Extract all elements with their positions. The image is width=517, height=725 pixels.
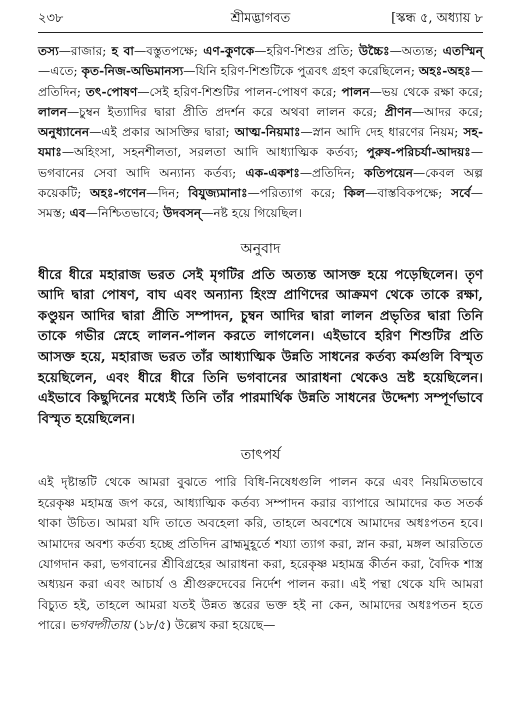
synonym-term: এক-একশঃ [245,165,300,180]
synonym-meaning: —চুম্বন ইত্যাদির দ্বারা প্রীতি প্রদর্শন করে অথবা লালন করে; [66,104,385,119]
synonym-term: উচ্চৈঃ [358,44,390,58]
chapter-reference: [স্কন্ধ ৫, অধ্যায় ৮ [391,11,483,26]
synonym-meaning: —বাস্তবিকপক্ষে; [365,186,452,201]
synonym-term: হ বা [111,44,134,58]
synonym-meaning: —অত্যন্ত; [389,44,443,58]
purport-scripture-reference: ভগবদ্গীতায় [69,618,130,633]
synonym-meaning: —আদর করে; [411,104,483,119]
synonym-meaning: —নষ্ট হয়ে গিয়েছিল। [201,206,303,221]
synonym-term: প্রীণন [384,104,412,119]
synonym-term: লালন [38,104,67,119]
synonym-meaning: —প্রতিদিন; [38,64,483,99]
synonym-term: অনুধ্যানেন [38,125,90,140]
synonym-term: অহঃ-অহঃ [418,64,471,79]
synonym-meaning: —পরিত্যাগ করে; [247,186,345,201]
synonym-meaning: —এই প্রকার আসক্তির দ্বারা; [89,125,235,140]
synonym-meaning: —ভগবানের সেবা আদি অন্যান্য কর্তব্য; [38,145,483,180]
translation-paragraph: ধীরে ধীরে মহারাজ ভরত সেই মৃগটির প্রতি অত্যন্ত আসক্ত হয়ে পড়েছিলেন। তৃণ আদি দ্বারা পোষণ, বাঘ এবং অন্যান্য হিংস্র প্রাণিদের আক্রমণ থেকে তাকে রক্ষা, কণ্ডুয়ন আদির দ্বারা প্রীতি সম্পাদন, চুম্বন আদির দ্বারা লালন প্রভৃতির দ্বারা তিনি তাকে গভীর স্নেহে লালন-পালন করতে লাগলেন। এইভাবে হরিণ শিশুটির প্রতি আসক্ত হয়ে, মহারাজ ভরত তাঁর আধ্যাত্মিক উন্নতি সাধনের কর্তব্য কর্মগুলি বিস্মৃত হয়েছিলেন, এবং ধীরে ধীরে তিনি ভগবানের আরাধনা থেকেও ভ্রষ্ট হয়েছিলেন। এইভাবে কিছুদিনের মধ্যেই তিনি তাঁর পারমার্থিক উন্নতি সাধনের উদ্দেশ্য সম্পূর্ণভাবে বিস্মৃত হয়েছিলেন। [38,267,483,427]
synonyms-paragraph [38,41,483,224]
synonym-term: সর্বে [451,186,471,201]
synonym-meaning: —দিন; [146,186,189,201]
synonym-meaning: —সমস্ত; [38,186,483,221]
synonym-term: তৎ-পোষণ [85,84,138,99]
synonym-meaning: —যিনি হরিণ-শিশুটিকে পুত্রবৎ গ্রহণ করেছিলেন; [183,64,419,79]
header-divider [38,32,483,33]
purport-body: এই দৃষ্টান্তটি থেকে আমরা বুঝতে পারি বিধি-নিষেধগুলি পালন করে এবং নিয়মিতভাবে হরেকৃষ্ণ মহামন্ত্র জপ করে, আধ্যাত্মিক কর্তব্য সম্পাদন করার ব্যাপারে আমাদের কত সতর্ক থাকা উচিত। আমরা যদি তাতে অবহেলা করি, তাহলে অবশেষে আমাদের অধঃপতন হবে। আমাদের অবশ্য কর্তব্য হচ্ছে প্রতিদিন ব্রাহ্মমুহূর্তে শয্যা ত্যাগ করা, স্নান করা, মঙ্গল আরতিতে যোগদান করা, ভগবানের শ্রীবিগ্রহের আরাধনা করা, হরেকৃষ্ণ মহামন্ত্র কীর্তন করা, বৈদিক শাস্ত্র অধ্যয়ন করা এবং আচার্য ও শ্রীগুরুদেবের নির্দেশ পালন করা। এই পন্থা থেকে যদি আমরা বিচ্যুত হই, তাহলে আমরা যতই উন্নত স্তরের ভক্ত হই না কেন, আমাদের অধঃপতন হতে পারে। [38,475,483,633]
translation-heading: অনুবাদ [240,240,281,257]
synonym-meaning: —স্নান আদি দেহ ধারণের নিয়ম; [300,125,464,140]
synonym-term: পুরুষ-পরিচর্যা-আদয়ঃ [366,145,471,160]
synonym-term: কৃত-নিজ-অভিমানস্য [81,64,184,79]
synonym-meaning: —অহিংসা, সহনশীলতা, সরলতা আদি আধ্যাত্মিক কর্তব্য; [61,145,367,160]
synonym-term: অহঃ-গণেন [90,186,147,201]
purport-heading: তাৎপর্য [240,447,281,464]
synonym-term: কিল [344,186,366,201]
synonym-meaning: —সেই হরিণ-শিশুটির পালন-পোষণ করে; [137,84,342,99]
synonym-term: সহ-যমাঃ [38,125,484,160]
synonym-term: বিযুজ্যমানাঃ [188,186,248,201]
purport-tail: (১৮/৫) উল্লেখ করা হয়েছে— [129,618,276,633]
synonym-meaning: —এতে; [38,64,82,79]
synonym-term: কতিপয়েন [364,165,414,180]
book-title: শ্রীমদ্ভাগবত [230,11,291,26]
synonym-term: এব [69,206,86,221]
synonym-term: আত্ম-নিয়মাঃ [234,125,301,140]
synonym-meaning: —নিশ্চিতভাবে; [85,206,164,221]
synonym-meaning: —কেবল অল্প কয়েকটি; [38,165,484,201]
synonym-term: পালন [341,84,370,99]
page-number: ২৩৮ [38,11,64,26]
synonym-term: এতস্মিন্ [442,44,483,58]
synonym-meaning: —বস্তুতপক্ষে; [133,44,204,58]
synonym-meaning: —হরিণ-শিশুর প্রতি; [254,44,359,58]
synonym-term: উদবসন্ [163,206,202,221]
synonym-meaning: —ভয় থেকে রক্ষা করে; [369,84,483,99]
synonym-term: এণ-কুণকে [203,44,255,58]
synonym-term: তস্য [38,44,59,58]
synonym-meaning: —প্রতিদিন; [299,165,365,180]
synonym-meaning: —রাজার; [58,44,112,58]
running-head [38,8,483,30]
purport-paragraph [38,472,483,635]
